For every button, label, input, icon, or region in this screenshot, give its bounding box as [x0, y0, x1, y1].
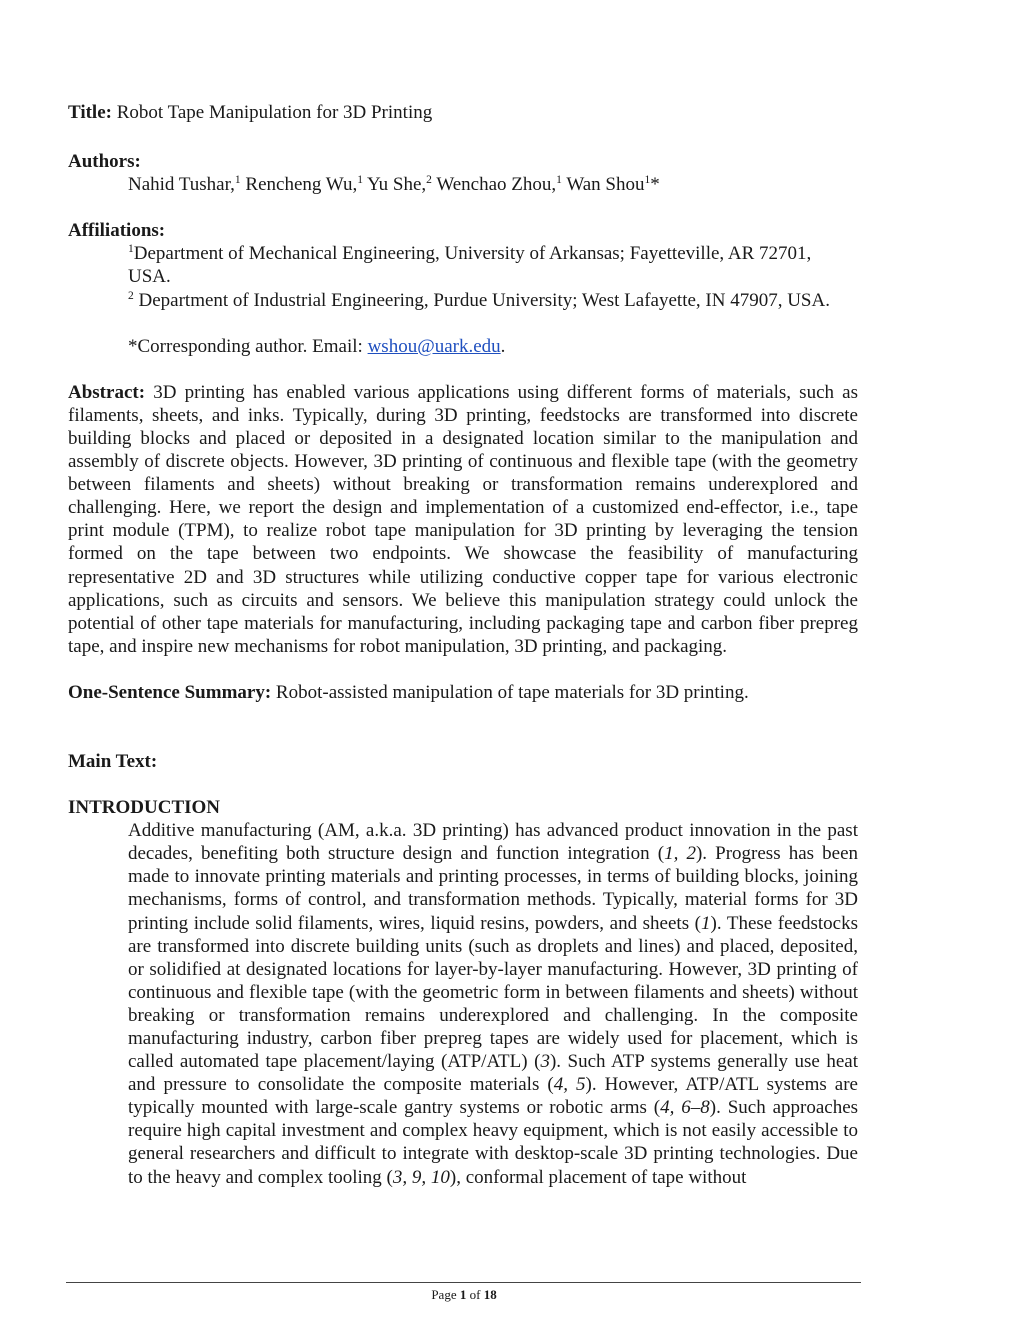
affiliation-mark: 2 [128, 289, 134, 302]
one-sentence-summary [68, 681, 858, 704]
abstract [68, 381, 858, 658]
abstract-label: Abstract: [68, 381, 146, 403]
affiliation-text: Department of Mechanical Engineering, University of Arkansas; Fayetteville, AR 72701, USA. [128, 243, 812, 288]
intro-text: ). These feedstocks are transformed into discrete building units (such as droplets and lines) and placed, deposited, or solidified at designated locations for layer-by-layer manufacturing. However, 3D printing of continuous and flexible tape (with the geometric form in between filaments and sheets) without breaking or transformation remains underexplored and challenging. In the composite manufacturing industry, carbon fiber prepreg tapes are widely used for placement, which is called automated tape placement/laying (ATP/ATL) ( [128, 912, 858, 1073]
author-name: Yu She, [367, 174, 427, 196]
affiliation-text: Department of Industrial Engineering, Purdue University; West Lafayette, IN 47907, USA. [138, 289, 830, 311]
intro-text: ). Such ATP systems generally use heat and pressure to consolidate the composite materials ( [128, 1051, 858, 1096]
author-affiliation-mark: 1 [556, 174, 562, 187]
author-list [68, 173, 858, 196]
affiliation-mark: 1 [128, 243, 134, 256]
abstract-text: 3D printing has enabled various applications using different forms of materials, such as filaments, sheets, and inks. Typically, during 3D printing, feedstocks are transformed into discrete building blocks and placed or deposited in a designated location similar to the manipulation and assembly of discrete objects. However, 3D printing of continuous and flexible tape (with the geometry between filaments and sheets) without breaking or transformation remains underexplored and challenging. Here, we report the design and implementation of a customized end-effector, i.e., tape print module (TPM), to realize robot tape manipulation for 3D printing by leveraging the tension formed on the tape between two endpoints. We showcase the feasibility of manufacturing representative 2D and 3D structures while utilizing conductive copper tape for various electronic applications, such as circuits and sensors. We believe this manipulation strategy could unlock the potential of other tape materials for manufacturing, including packaging tape and carbon fiber prepreg tape, and inspire new mechanisms for robot manipulation, 3D printing, and packaging. [68, 381, 858, 657]
authors-heading: Authors: [68, 151, 141, 173]
intro-text: ), conformal placement of tape without [449, 1166, 747, 1188]
citation: 3 [540, 1051, 550, 1073]
paper-title: Robot Tape Manipulation for 3D Printing [116, 102, 433, 123]
affiliations-heading: Affiliations: [68, 220, 166, 242]
email-link[interactable]: wshou@uark.edu [367, 335, 501, 357]
title-label: Title: [68, 102, 112, 123]
total-pages: 18 [483, 1287, 497, 1302]
current-page: 1 [459, 1287, 467, 1302]
corresponding-author [68, 335, 858, 358]
author-affiliation-mark: 1 [357, 174, 363, 187]
page-content [68, 101, 858, 1189]
corresponding-mark: * [650, 174, 660, 196]
author-affiliation-mark: 1 [234, 174, 241, 187]
main-text-heading: Main Text: [68, 750, 158, 772]
intro-text: ). However, ATP/ATL systems are typically mounted with large-scale gantry systems or robotic arms ( [128, 1074, 858, 1119]
title-line [68, 101, 858, 124]
page-of: of [466, 1287, 484, 1302]
summary-label: One-Sentence Summary: [68, 681, 272, 703]
introduction-paragraph [68, 819, 858, 1189]
corresponding-label: *Corresponding author. Email: [128, 335, 368, 357]
author-name: Wenchao Zhou, [436, 174, 557, 196]
page-number [0, 1287, 928, 1303]
author-affiliation-mark: 2 [426, 174, 432, 187]
intro-text: ). Progress has been made to innovate printing materials and printing processes, in terms of building blocks, joining mechanisms, forms of control, and transformation methods. Typically, material forms for 3D printing include solid filaments, wires, liquid resins, powders, and sheets ( [128, 843, 859, 934]
introduction-heading: INTRODUCTION [68, 797, 221, 819]
corresponding-period: . [500, 335, 506, 357]
affiliation-item [68, 289, 858, 312]
citation: 4, 6–8 [660, 1097, 710, 1119]
intro-text: Additive manufacturing (AM, a.k.a. 3D printing) has advanced product innovation in the past decades, benefiting both structure design and function integration ( [128, 820, 858, 865]
author-affiliation-mark: 1 [644, 174, 651, 187]
citation: 4, 5 [553, 1074, 586, 1096]
footer-divider [66, 1282, 861, 1283]
affiliation-item [68, 242, 858, 288]
citation: 1, 2 [664, 843, 696, 865]
summary-text: Robot-assisted manipulation of tape materials for 3D printing. [275, 681, 749, 703]
author-name: Wan Shou [566, 174, 645, 196]
intro-text: ). Such approaches require high capital investment and complex heavy equipment, which is not easily accessible to general researchers and difficult to integrate with desktop-scale 3D printing technologies. Due to the heavy and complex tooling ( [128, 1097, 859, 1188]
citation: 3, 9, 10 [392, 1166, 450, 1188]
citation: 1 [701, 912, 711, 934]
author-name: Rencheng Wu, [245, 174, 358, 196]
page-prefix: Page [431, 1287, 460, 1302]
author-name: Nahid Tushar, [128, 174, 235, 196]
